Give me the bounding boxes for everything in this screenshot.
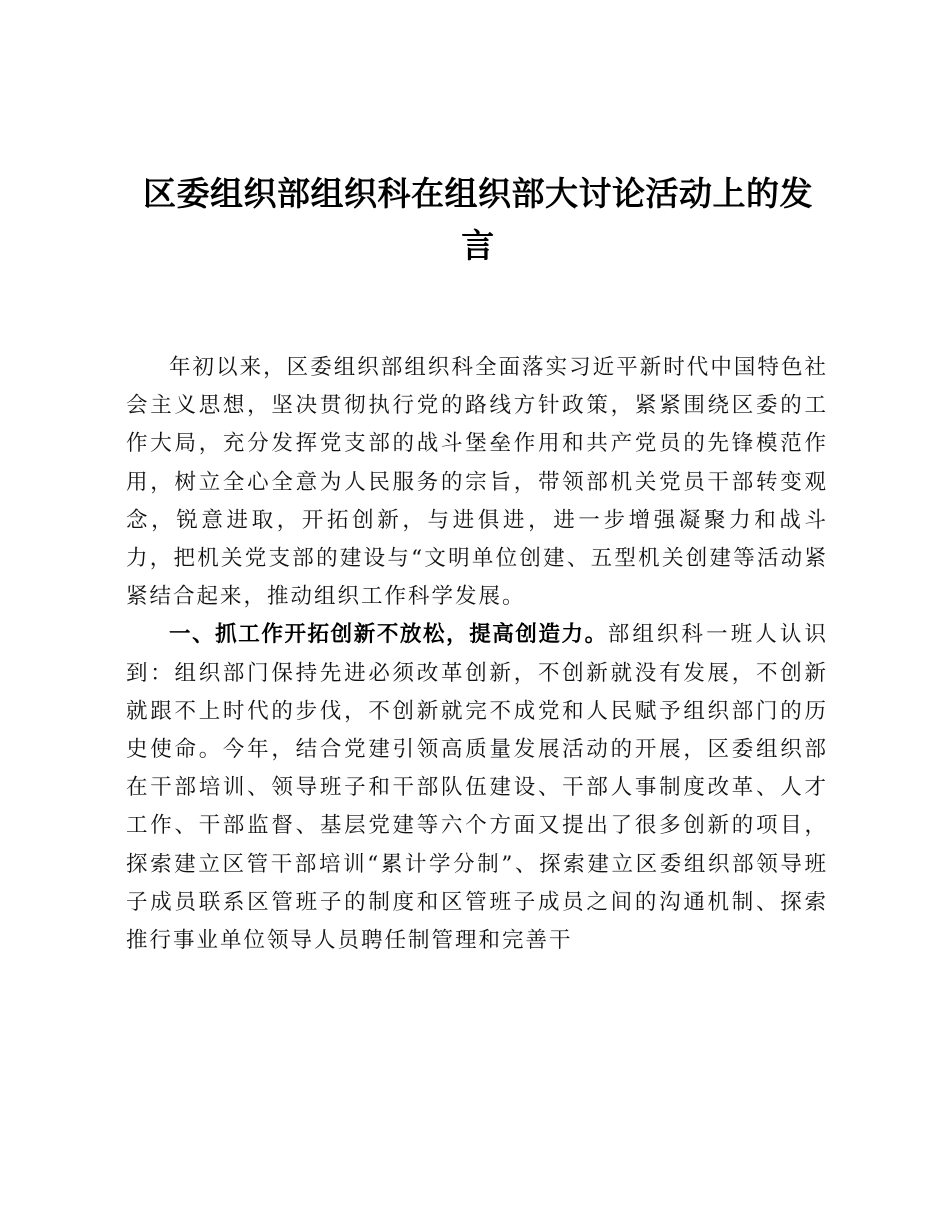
section-one-heading: 一、抓工作开拓创新不放松，提高创造力。 <box>169 622 608 648</box>
paragraph-intro-text: 年初以来，区委组织部组织科全面落实习近平新时代中国特色社会主义思想，坚决贯彻执行党的路线方针政策，紧紧围绕区委的工作大局，充分发挥党支部的战斗堡垒作用和共产党员的先锋模范作用，树立全心全意为人民服务的宗旨，带领部机关党员干部转变观念，锐意进取，开拓创新，与进俱进，进一步增强凝聚力和战斗力，把机关党支部的建设与“文明单位创建、五型机关创建等活动紧紧结合起来，推动组织工作科学发展。 <box>126 355 828 610</box>
paragraph-section-one <box>126 616 828 960</box>
paragraph-section-one-text: 部组织科一班人认识到：组织部门保持先进必须改革创新，不创新就没有发展，不创新就跟不上时代的步伐，不创新就完不成党和人民赋予组织部门的历史使命。今年，结合党建引领高质量发展活动的开展，区委组织部在干部培训、领导班子和干部队伍建设、干部人事制度改革、人才工作、干部监督、基层党建等六个方面又提出了很多创新的项目，探索建立区管干部培训“累计学分制”、探索建立区委组织部领导班子成员联系区管班子的制度和区管班子成员之间的沟通机制、探索推行事业单位领导人员聘任制管理和完善干 <box>126 622 828 954</box>
document-title: 区委组织部组织科在组织部大讨论活动上的发言 <box>143 174 813 265</box>
document-body <box>126 349 828 960</box>
paragraph-intro <box>126 349 828 616</box>
